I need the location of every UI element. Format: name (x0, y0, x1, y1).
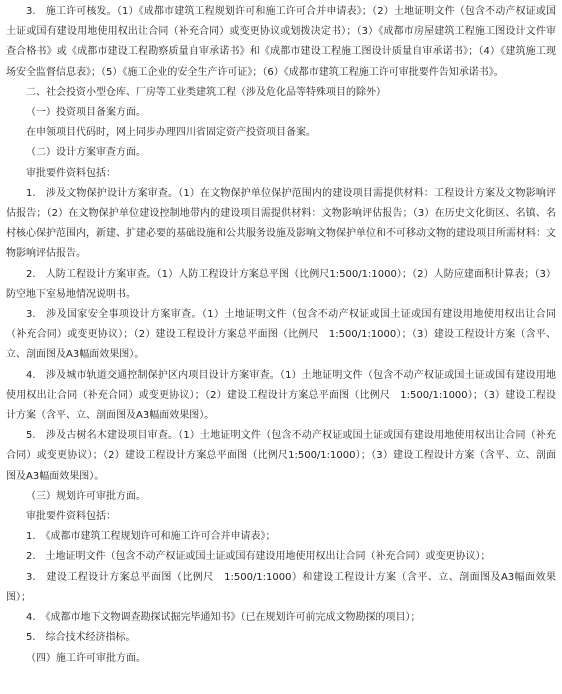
item-2-civil-air-defense: 2. 人防工程设计方案审查。（1）人防工程设计方案总平图（比例尺1:500/1:1000）；（2）人防应建面积计算表；（3）防空地下室易地情况说明书。 (6, 268, 556, 300)
subsection-2-heading: （二）设计方案审查方面。 (26, 147, 146, 159)
planning-item-3: 3. 建设工程设计方案总平面图（比例尺 1:500/1:1000）和建设工程设计方案（含平、立、剖面图及A3幅面效果图）； (6, 571, 556, 603)
approval-docs-label-1: 审批要件资料包括： (26, 167, 116, 179)
para-3-construction-permit: 3. 施工许可核发。（1）《成都市建筑工程规划许可和施工许可合并申请表》；（2）土地证明文件（包含不动产权证或国土证或国有建设用地使用权出让合同（补充合同）或变更协议或划拨决定书）；（3）《成都市房屋建筑工程施工图设计文件审查合格书》或《成都市建设工程勘察质量自审承诺书》和《成都市建设工程施工图设计质量自审承诺书》；（4）《建筑施工现场安全监督信息表》；（5）《施工企业的安全生产许可证》；（6）《成都市建筑工程施工许可审批要件告知承诺书》。 (6, 6, 556, 78)
subsection-4-heading: （四）施工许可审批方面。 (26, 652, 146, 664)
planning-item-4: 4. 《成都市地下文物调查勘探试掘完毕通知书》（已在规划许可前完成文物勘探的项目）； (26, 612, 421, 624)
planning-item-5: 5. 综合技术经济指标。 (26, 632, 136, 644)
planning-item-2: 2. 土地证明文件（包含不动产权证或国土证或国有建设用地使用权出让合同（补充合同）或变更协议）； (26, 551, 491, 563)
item-1-cultural-relics: 1. 涉及文物保护设计方案审查。（1）在文物保护单位保护范围内的建设项目需提供材料：工程设计方案及文物影响评估报告；（2）在文物保护单位建设控制地带内的建设项目需提供材料：文物影响评估报告；（3）在历史文化街区、名镇、名村核心保护范围内，新建、扩建必要的基础设施和公共服务设施及影响文物保护单位和不可移动文物的建设项目所需材料：文物影响评估报告。 (6, 187, 556, 260)
subsection-1-body: 在申领项目代码时，网上同步办理四川省固定资产投资项目备案。 (26, 127, 316, 139)
item-3-national-security: 3. 涉及国家安全事项设计方案审查。（1）土地证明文件（包含不动产权证或国土证或国有建设用地使用权出让合同（补充合同）或变更协议）；（2）建设工程设计方案总平面图（比例尺 1:500/1:1000）；（3）建设工程设计方案（含平、立、剖面图及A3幅面效果图）。 (6, 309, 556, 361)
section-2-heading: 二、社会投资小型仓库、厂房等工业类建筑工程（涉及危化品等特殊项目的除外） (26, 86, 386, 98)
planning-item-1: 1. 《成都市建筑工程规划许可和施工许可合并申请表》； (26, 531, 276, 543)
item-4-urban-rail: 4. 涉及城市轨道交通控制保护区内项目设计方案审查。（1）土地证明文件（包含不动产权证或国土证或国有建设用地使用权出让合同（补充合同）或变更协议）；（2）建设工程设计方案总平面图（比例尺 1:500/1:1000）；（3）建设工程设计方案（含平、立、剖面图及A3幅面效果图）。 (6, 369, 556, 422)
subsection-1-heading: （一）投资项目备案方面。 (26, 107, 146, 119)
approval-docs-label-2: 审批要件资料包括： (26, 511, 116, 523)
subsection-3-heading: （三）规划许可审批方面。 (26, 490, 146, 502)
item-5-historic-trees: 5. 涉及古树名木建设项目审查。（1）土地证明文件（包含不动产权证或国土证或国有建设用地使用权出让合同（补充合同）或变更协议）；（2）建设工程设计方案总平面图（比例尺1:500/1:1000）；（3）建设工程设计方案（含平、立、剖面图及A3幅面效果图）。 (6, 430, 556, 482)
